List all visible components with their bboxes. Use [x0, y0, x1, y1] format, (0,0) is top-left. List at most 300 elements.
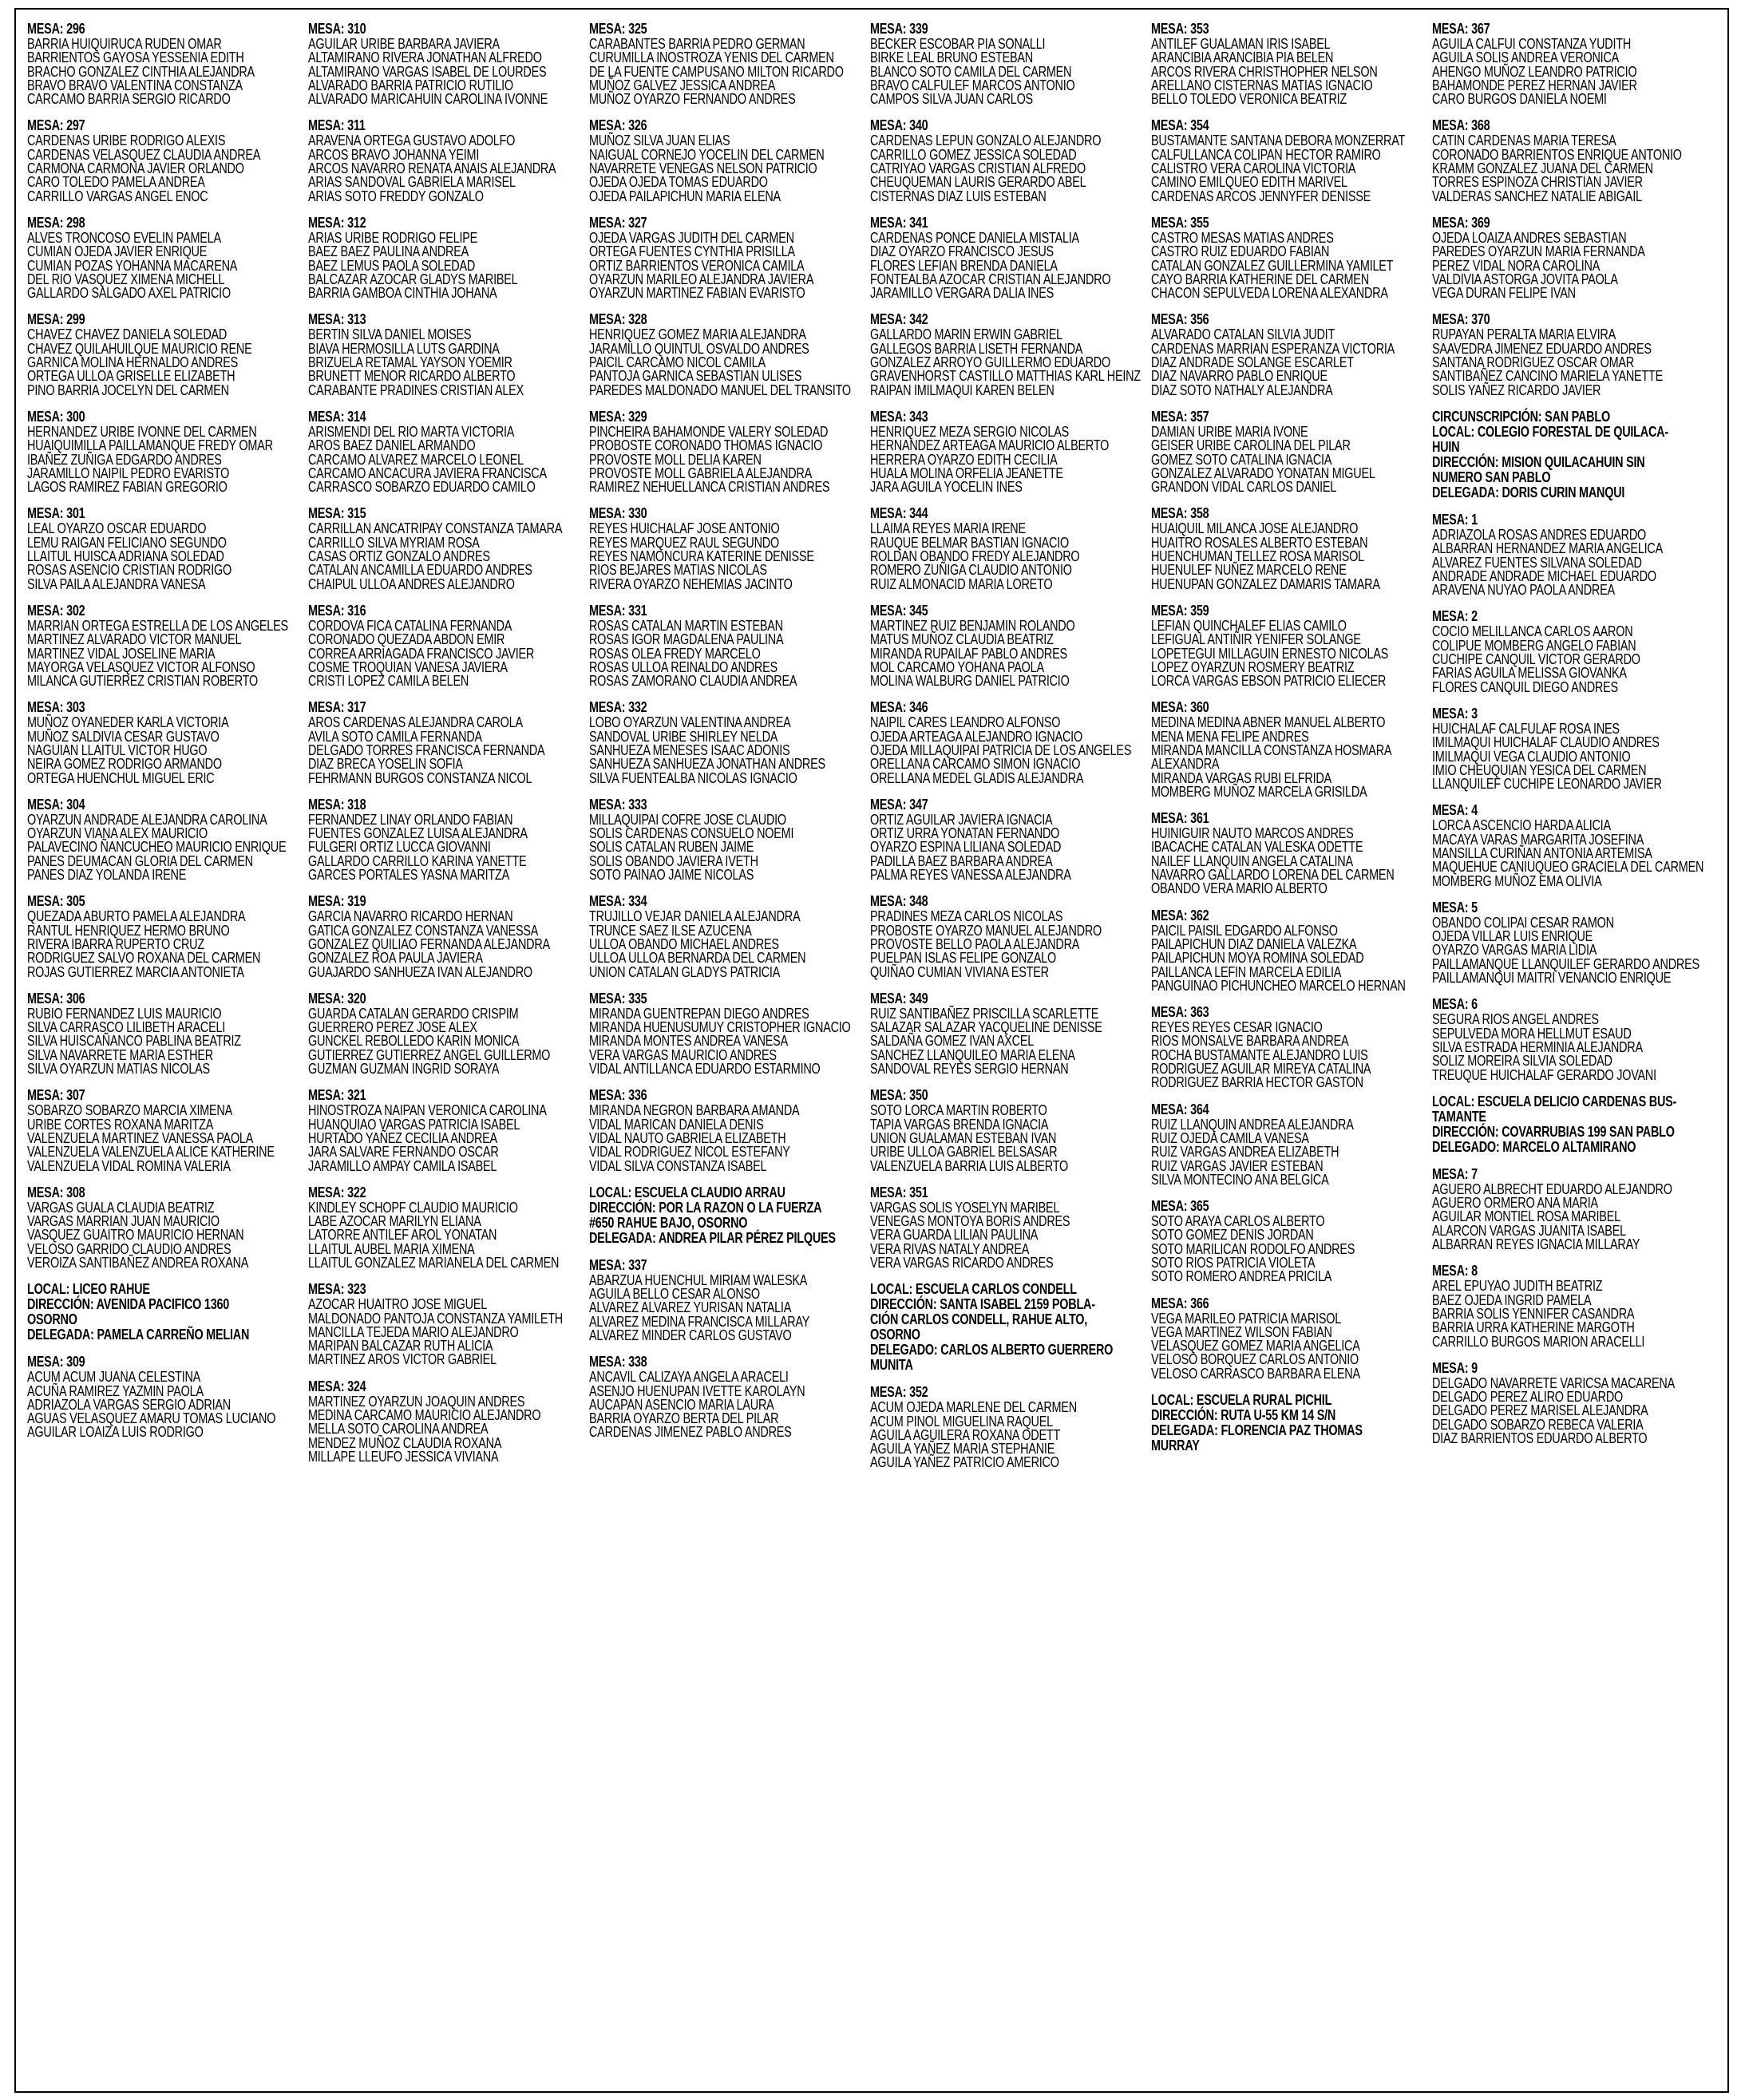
- member-name: MIRANDA NEGRON BARBARA AMANDA: [589, 1101, 800, 1119]
- mesa-title: MESA: 340: [870, 117, 928, 134]
- member-name: AGUERO ORMERO ANA MARIA: [1432, 1194, 1598, 1212]
- member-name: RUBIO FERNANDEZ LUIS MAURICIO: [27, 1004, 222, 1022]
- member-name: SOTO ROMERO ANDREA PRICILA: [1151, 1268, 1332, 1285]
- mesa-title: MESA: 345: [870, 601, 928, 619]
- member-name: SALAZAR SALAZAR YACQUELINE DENISSE: [870, 1018, 1102, 1036]
- member-name: SILVA NAVARRETE MARIA ESTHER: [27, 1046, 213, 1063]
- member-name: ROCHA BUSTAMANTE ALEJANDRO LUIS: [1151, 1046, 1368, 1063]
- member-name: PROBOSTE CORONADO THOMAS IGNACIO: [589, 437, 823, 454]
- mesa-block: [589, 117, 867, 202]
- member-name: BAEZ BAEZ PAULINA ANDREA: [308, 243, 469, 260]
- polling-place-line: HUIN: [1432, 437, 1460, 455]
- member-name: IBAÑEZ ZUÑIGA EDGARDO ANDRES: [27, 450, 222, 468]
- member-name: LATORRE ANTILEF AROL YONATAN: [308, 1226, 497, 1244]
- member-name: VERA VARGAS MAURICIO ANDRES: [589, 1046, 777, 1063]
- member-name: RODRIGUEZ BARRIA HECTOR GASTON: [1151, 1074, 1363, 1091]
- member-name: MUÑOZ GALVEZ JESSICA ANDREA: [589, 76, 776, 93]
- mesa-block: [1151, 1198, 1429, 1283]
- polling-place-block: [1151, 1392, 1429, 1453]
- mesa-title: MESA: 4: [1432, 801, 1478, 819]
- mesa-block: [1432, 1360, 1710, 1445]
- member-name: CARDENAS PONCE DANIELA MISTALIA: [870, 228, 1079, 246]
- member-name: BAEZ LEMUS PAOLA SOLEDAD: [308, 256, 476, 274]
- member-name: NAILEF LLANQUIN ANGELA CATALINA: [1151, 852, 1353, 869]
- member-name: ROSAS ZAMORANO CLAUDIA ANDREA: [589, 672, 797, 690]
- member-name: ORTIZ BARRIENTOS VERONICA CAMILA: [589, 256, 805, 274]
- mesa-block: [27, 117, 305, 202]
- member-name: CARDENAS URIBE RODRIGO ALEXIS: [27, 132, 226, 149]
- member-name: TRUJILLO VEJAR DANIELA ALEJANDRA: [589, 908, 801, 925]
- mesa-title: MESA: 353: [1151, 20, 1209, 37]
- member-name: SANHUEZA MENESES ISAAC ADONIS: [589, 741, 790, 758]
- mesa-title: MESA: 367: [1432, 20, 1490, 37]
- member-name: BELLO TOLEDO VERONICA BEATRIZ: [1151, 90, 1347, 108]
- member-name: ORTEGA FUENTES CYNTHIA PRISILLA: [589, 243, 795, 260]
- member-name: PAREDES MALDONADO MANUEL DEL TRANSITO: [589, 381, 851, 398]
- polling-place-line: TAMANTE: [1432, 1107, 1486, 1125]
- mesa-block: [27, 1353, 305, 1441]
- mesa-title: MESA: 357: [1151, 407, 1209, 425]
- member-name: ARCOS BRAVO JOHANNA YEIMI: [308, 145, 480, 163]
- polling-place-line: LOCAL: COLEGIO FORESTAL DE QUILACA-: [1432, 422, 1668, 440]
- member-name: HENRIQUEZ MEZA SERGIO NICOLAS: [870, 422, 1069, 440]
- member-name: QUIÑAO CUMIAN VIVIANA ESTER: [870, 963, 1049, 980]
- member-name: DAMIAN URIBE MARIA IVONE: [1151, 422, 1308, 440]
- member-name: LLAITUL GONZALEZ MARIANELA DEL CARMEN: [308, 1254, 560, 1271]
- member-name: COLIPUE MOMBERG ANGELO FABIAN: [1432, 636, 1636, 654]
- polling-place-line: DIRECCIÓN: RUTA U-55 KM 14 S/N: [1151, 1406, 1336, 1424]
- member-name: OYARZO VARGAS MARIA LIDIA: [1432, 941, 1597, 959]
- member-name: TRUNCE SAEZ ILSE AZUCENA: [589, 921, 752, 939]
- mesa-title: MESA: 335: [589, 989, 647, 1006]
- mesa-title: MESA: 333: [589, 795, 647, 813]
- member-name: ASENJO HUENUPAN IVETTE KAROLAYN: [589, 1382, 805, 1399]
- member-name: ARAVENA NUYAO PAOLA ANDREA: [1432, 581, 1615, 599]
- member-name: AROS BAEZ DANIEL ARMANDO: [308, 437, 476, 454]
- member-name: ORTEGA HUENCHUL MIGUEL ERIC: [27, 769, 215, 786]
- mesa-title: MESA: 331: [589, 601, 647, 619]
- member-name: LLAITUL HUISCA ADRIANA SOLEDAD: [27, 548, 224, 565]
- member-name: MELLA SOTO CAROLINA ANDREA: [308, 1420, 489, 1438]
- mesa-block: [589, 1353, 867, 1441]
- polling-place-line: DELEGADO: CARLOS ALBERTO GUERRERO: [870, 1341, 1114, 1358]
- member-name: GALLARDO SALGADO AXEL PATRICIO: [27, 284, 231, 302]
- member-name: GARNICA MOLINA HERNALDO ANDRES: [27, 354, 239, 371]
- member-name: NAIPIL CARES LEANDRO ALFONSO: [870, 714, 1061, 731]
- mesa-block: [870, 505, 1148, 590]
- mesa-title: MESA: 302: [27, 601, 85, 619]
- mesa-block: [870, 699, 1148, 784]
- member-name: PROBOSTE OYARZO MANUEL ALEJANDRO: [870, 921, 1102, 939]
- member-name: MILLAPE LLEUFO JESSICA VIVIANA: [308, 1447, 499, 1465]
- member-name: MACAYA VARAS MARGARITA JOSEFINA: [1432, 830, 1644, 848]
- member-name: SOTO PAINAO JAIME NICOLAS: [589, 866, 754, 884]
- member-name: CARO BURGOS DANIELA NOEMI: [1432, 90, 1607, 108]
- member-name: BERTIN SILVA DANIEL MOISES: [308, 326, 472, 343]
- mesa-block: [27, 213, 305, 302]
- member-name: NAGUIAN LLAITUL VICTOR HUGO: [27, 741, 208, 758]
- mesa-block: [308, 117, 586, 202]
- member-name: CARABANTE PRADINES CRISTIAN ALEX: [308, 381, 524, 398]
- mesa-title: MESA: 339: [870, 20, 928, 37]
- member-name: DE LA FUENTE CAMPUSANO MILTON RICARDO: [589, 62, 844, 80]
- mesa-block: [870, 1384, 1148, 1469]
- mesa-block: [589, 20, 867, 108]
- member-name: CURUMILLA INOSTROZA YENIS DEL CARMEN: [589, 49, 834, 66]
- member-name: SILVA OYARZUN MATIAS NICOLAS: [27, 1060, 210, 1078]
- mesa-block: [870, 893, 1148, 978]
- mesa-block: [870, 20, 1148, 108]
- mesa-block: [308, 505, 586, 590]
- member-name: BIAVA HERMOSILLA LUTS GARDINA: [308, 339, 500, 357]
- member-name: ACUÑA RAMIREZ YAZMIN PAOLA: [27, 1382, 204, 1399]
- mesa-title: MESA: 362: [1151, 906, 1209, 923]
- member-name: HUAITRO ROSALES ALBERTO ESTEBAN: [1151, 533, 1368, 551]
- member-name: BARRIENTOS GAYOSA YESSENIA EDITH: [27, 49, 244, 66]
- polling-place-line: LOCAL: ESCUELA CARLOS CONDELL: [870, 1280, 1077, 1298]
- mesa-block: [308, 1281, 586, 1366]
- member-name: VALENZUELA BARRIA LUIS ALBERTO: [870, 1157, 1069, 1174]
- member-name: ANTILEF GUALAMAN IRIS ISABEL: [1151, 35, 1331, 52]
- mesa-title: MESA: 330: [589, 504, 647, 522]
- member-name: IMILMAQUI HUICHALAF CLAUDIO ANDRES: [1432, 734, 1660, 751]
- mesa-block: [1432, 311, 1710, 396]
- member-name: LOPEZ OYARZUN ROSMERY BEATRIZ: [1151, 658, 1355, 675]
- mesa-title: MESA: 352: [870, 1383, 928, 1401]
- member-name: ACUM PINOL MIGUELINA RAQUEL: [870, 1412, 1053, 1430]
- member-name: BARRIA URRA KATHERINE MARGOTH: [1432, 1319, 1635, 1336]
- mesa-block: [1432, 996, 1710, 1081]
- member-name: GEISER URIBE CAROLINA DEL PILAR: [1151, 437, 1351, 454]
- member-name: PANES DEUMACAN GLORIA DEL CARMEN: [27, 852, 253, 869]
- mesa-title: MESA: 309: [27, 1353, 85, 1370]
- column-3: [589, 21, 870, 2091]
- member-name: GONZALEZ QUILIAO FERNANDA ALEJANDRA: [308, 935, 550, 952]
- member-name: ALVARADO MARICAHUIN CAROLINA IVONNE: [308, 90, 548, 108]
- member-name: RUIZ SANTIBAÑEZ PRISCILLA SCARLETTE: [870, 1004, 1099, 1022]
- mesa-title: MESA: 361: [1151, 809, 1209, 827]
- member-name: AGUILA YAÑEZ PATRICIO AMERICO: [870, 1453, 1059, 1471]
- member-name: CARDENAS MARRIAN ESPERANZA VICTORIA: [1151, 339, 1395, 357]
- mesa-title: MESA: 336: [589, 1086, 647, 1104]
- polling-place-line: OSORNO: [27, 1311, 77, 1328]
- member-name: CUMIAN OJEDA JAVIER ENRIQUE: [27, 243, 208, 260]
- mesa-block: [1151, 505, 1429, 590]
- member-name: RAUQUE BELMAR BASTIAN IGNACIO: [870, 533, 1070, 551]
- mesa-block: [27, 601, 305, 690]
- member-name: VARGAS MARRIAN JUAN MAURICIO: [27, 1212, 220, 1230]
- member-name: VERA VARGAS RICARDO ANDRES: [870, 1254, 1054, 1271]
- mesa-title: MESA: 355: [1151, 213, 1209, 231]
- mesa-block: [870, 311, 1148, 396]
- polling-place-line: LOCAL: ESCUELA CLAUDIO ARRAU: [589, 1183, 785, 1200]
- mesa-title: MESA: 320: [308, 989, 366, 1006]
- member-name: GOMEZ SOTO CATALINA IGNACIA: [1151, 450, 1332, 468]
- member-name: ULLOA OBANDO MICHAEL ANDRES: [589, 935, 779, 952]
- member-name: GRANDON VIDAL CARLOS DANIEL: [1151, 478, 1337, 496]
- member-name: JARAMILLO AMPAY CAMILA ISABEL: [308, 1157, 497, 1174]
- member-name: BRACHO GONZALEZ CINTHIA ALEJANDRA: [27, 62, 255, 80]
- member-name: ARIAS URIBE RODRIGO FELIPE: [308, 228, 478, 246]
- member-name: OJEDA PAILAPICHUN MARIA ELENA: [589, 187, 781, 204]
- member-name: LEMU RAIGAN FELICIANO SEGUNDO: [27, 533, 227, 551]
- member-name: GALLARDO CARRILLO KARINA YANETTE: [308, 852, 527, 869]
- mesa-block: [1432, 608, 1710, 693]
- mesa-title: MESA: 303: [27, 698, 85, 716]
- member-name: CATALAN GONZALEZ GUILLERMINA YAMILET: [1151, 256, 1394, 274]
- member-name: JARAMILLO QUINTUL OSVALDO ANDRES: [589, 339, 809, 357]
- member-name: COCIO MELILLANCA CARLOS AARON: [1432, 623, 1633, 640]
- mesa-title: MESA: 8: [1432, 1262, 1478, 1279]
- polling-place-line: LOCAL: LICEO RAHUE: [27, 1280, 150, 1298]
- polling-place-line: DIRECCIÓN: POR LA RAZON O LA FUERZA: [589, 1198, 822, 1216]
- mesa-block: [1432, 213, 1710, 302]
- member-name: SANDOVAL REYES SERGIO HERNAN: [870, 1060, 1069, 1078]
- member-name: OYARZUN MARTINEZ FABIAN EVARISTO: [589, 284, 805, 302]
- member-name: VIDAL NAUTO GABRIELA ELIZABETH: [589, 1129, 786, 1146]
- mesa-title: MESA: 337: [589, 1256, 647, 1273]
- member-name: MUÑOZ OYANEDER KARLA VICTORIA: [27, 714, 229, 731]
- mesa-block: [308, 1087, 586, 1172]
- member-name: BARRIA SOLIS YENNIFER CASANDRA: [1432, 1304, 1635, 1322]
- member-name: FUENTES GONZALEZ LUISA ALEJANDRA: [308, 825, 528, 842]
- mesa-block: [308, 407, 586, 496]
- member-name: PALMA REYES VANESSA ALEJANDRA: [870, 866, 1071, 884]
- member-name: DELGADO PEREZ MARISEL ALEJANDRA: [1432, 1402, 1648, 1419]
- member-name: CRISTI LOPEZ CAMILA BELEN: [308, 672, 469, 690]
- member-name: ROSAS ULLOA REINALDO ANDRES: [589, 658, 778, 675]
- mesa-title: MESA: 2: [1432, 607, 1478, 625]
- member-name: PAREDES OYARZUN MARIA FERNANDA: [1432, 243, 1645, 260]
- mesa-title: MESA: 9: [1432, 1358, 1478, 1376]
- member-name: ARCOS RIVERA CHRISTHOPHER NELSON: [1151, 62, 1378, 80]
- member-name: LEFIAN QUINCHALEF ELIAS CAMILO: [1151, 616, 1347, 634]
- mesa-block: [1151, 407, 1429, 496]
- member-name: RUIZ VARGAS ANDREA ELIZABETH: [1151, 1143, 1339, 1161]
- member-name: BAEZ OJEDA INGRID PAMELA: [1432, 1291, 1592, 1308]
- column-6: [1432, 21, 1713, 2091]
- member-name: OJEDA VILLAR LUIS ENRIQUE: [1432, 927, 1593, 945]
- polling-place-block: [1432, 409, 1710, 500]
- member-name: CHAVEZ QUILAHUILQUE MAURICIO RENE: [27, 339, 252, 357]
- member-name: ALBARRAN REYES IGNACIA MILLARAY: [1432, 1236, 1640, 1253]
- member-name: VALENZUELA VALENZUELA ALICE KATHERINE: [27, 1143, 275, 1161]
- member-name: CARRASCO SOBARZO EDUARDO CAMILO: [308, 478, 536, 496]
- mesa-title: MESA: 363: [1151, 1003, 1209, 1021]
- member-name: ADRIAZOLA ROSAS ANDRES EDUARDO: [1432, 525, 1647, 543]
- member-name: MIRANDA MONTES ANDREA VANESA: [589, 1032, 788, 1050]
- member-name: TREUQUE HUICHALAF GERARDO JOVANI: [1432, 1066, 1656, 1083]
- mesa-title: MESA: 354: [1151, 117, 1209, 134]
- member-name: ALTAMIRANO RIVERA JONATHAN ALFREDO: [308, 49, 542, 66]
- mesa-title: MESA: 346: [870, 698, 928, 716]
- mesa-title: MESA: 3: [1432, 704, 1478, 722]
- mesa-title: MESA: 369: [1432, 213, 1490, 231]
- member-name: MARTINEZ VIDAL JOSELINE MARIA: [27, 644, 216, 662]
- member-name: SOTO GOMEZ DENIS JORDAN: [1151, 1226, 1314, 1244]
- member-name: LORCA VARGAS EBSON PATRICIO ELIECER: [1151, 672, 1387, 690]
- member-name: GUERRERO PEREZ JOSE ALEX: [308, 1018, 477, 1036]
- member-name: GALLEGOS BARRIA LISETH FERNANDA: [870, 339, 1083, 357]
- mesa-title: MESA: 307: [27, 1086, 85, 1104]
- member-name: RAMIREZ NEHUELLANCA CRISTIAN ANDRES: [589, 478, 830, 496]
- polling-place-line: #650 RAHUE BAJO, OSORNO: [589, 1213, 748, 1231]
- mesa-block: [308, 989, 586, 1078]
- member-name: RUPAYAN PERALTA MARIA ELVIRA: [1432, 326, 1616, 343]
- member-name: MANCILLA TEJEDA MARIO ALEJANDRO: [308, 1323, 519, 1340]
- member-name: CARCAMO ALVAREZ MARCELO LEONEL: [308, 450, 524, 468]
- mesa-title: MESA: 316: [308, 601, 366, 619]
- member-name: ROMERO ZUÑIGA CLAUDIO ANTONIO: [870, 561, 1072, 579]
- member-name: SOLIS CATALAN RUBEN JAIME: [589, 838, 754, 856]
- member-name: VEROIZA SANTIBAÑEZ ANDREA ROXANA: [27, 1254, 249, 1271]
- polling-place-line: DELEGADO: MARCELO ALTAMIRANO: [1432, 1137, 1636, 1155]
- member-name: SOLIZ MOREIRA SILVIA SOLEDAD: [1432, 1052, 1612, 1070]
- member-name: AUCAPAN ASENCIO MARIA LAURA: [589, 1395, 774, 1413]
- mesa-title: MESA: 370: [1432, 310, 1490, 328]
- member-name: PINCHEIRA BAHAMONDE VALERY SOLEDAD: [589, 422, 829, 440]
- polling-place-line: MURRAY: [1151, 1437, 1200, 1454]
- member-name: FONTEALBA AZOCAR CRISTIAN ALEJANDRO: [870, 270, 1111, 287]
- member-name: VELOSO CARRASCO BARBARA ELENA: [1151, 1364, 1360, 1382]
- member-name: MARTINEZ ALVARADO VICTOR MANUEL: [27, 631, 242, 648]
- member-name: ROJAS GUTIERREZ MARCIA ANTONIETA: [27, 963, 244, 980]
- member-name: AGUILA YAÑEZ MARIA STEPHANIE: [870, 1440, 1055, 1457]
- mesa-title: MESA: 314: [308, 407, 366, 425]
- mesa-title: MESA: 359: [1151, 601, 1209, 619]
- member-name: PAILLANCA LEFIN MARCELA EDILIA: [1151, 963, 1342, 980]
- mesa-block: [1151, 1295, 1429, 1380]
- member-name: PANES DIAZ YOLANDA IRENE: [27, 866, 187, 884]
- polling-place-line: CIÓN CARLOS CONDELL, RAHUE ALTO,: [870, 1311, 1088, 1328]
- member-name: CORREA ARRIAGADA FRANCISCO JAVIER: [308, 644, 535, 662]
- member-name: MIRANDA RUPAILAF PABLO ANDRES: [870, 644, 1067, 662]
- mesa-title: MESA: 304: [27, 795, 85, 813]
- member-name: SOTO ARAYA CARLOS ALBERTO: [1151, 1212, 1325, 1230]
- member-name: ANCAVIL CALIZAYA ANGELA ARACELI: [589, 1368, 789, 1386]
- mesa-block: [589, 601, 867, 690]
- member-name: GRAVENHORST CASTILLO MATTHIAS KARL HEINZ: [870, 367, 1141, 385]
- polling-place-line: CIRCUNSCRIPCIÓN: SAN PABLO: [1432, 407, 1610, 425]
- member-name: KRAMM GONZALEZ JUANA DEL CARMEN: [1432, 160, 1653, 177]
- member-name: CAMINO EMILQUEO EDITH MARIVEL: [1151, 173, 1347, 191]
- member-name: REYES MARQUEZ RAUL SEGUNDO: [589, 533, 779, 551]
- member-name: IBACACHE CATALAN VALESKA ODETTE: [1151, 838, 1363, 856]
- member-name: PINO BARRIA JOCELYN DEL CARMEN: [27, 381, 229, 398]
- member-name: GALLARDO MARIN ERWIN GABRIEL: [870, 326, 1062, 343]
- member-name: LEFIGUAL ANTIÑIR YENIFER SOLANGE: [1151, 631, 1361, 648]
- mesa-title: MESA: 322: [308, 1183, 366, 1200]
- member-name: LEAL OYARZO OSCAR EDUARDO: [27, 520, 207, 537]
- member-name: MUÑOZ SALDIVIA CESAR GUSTAVO: [27, 727, 220, 745]
- member-name: CORDOVA FICA CATALINA FERNANDA: [308, 616, 512, 634]
- member-name: CARCAMO ANCACURA JAVIERA FRANCISCA: [308, 464, 547, 481]
- mesa-block: [27, 699, 305, 784]
- member-name: SOTO LORCA MARTIN ROBERTO: [870, 1101, 1047, 1119]
- member-name: NAIGUAL CORNEJO YOCELIN DEL CARMEN: [589, 145, 825, 163]
- member-name: KINDLEY SCHOPF CLAUDIO MAURICIO: [308, 1198, 518, 1216]
- member-name: AREL EPUYAO JUDITH BEATRIZ: [1432, 1277, 1603, 1295]
- member-name: CARMONA CARMONA JAVIER ORLANDO: [27, 160, 244, 177]
- member-name: SEGURA RIOS ANGEL ANDRES: [1432, 1010, 1599, 1028]
- member-name: SANTANA RODRIGUEZ OSCAR OMAR: [1432, 354, 1634, 371]
- member-name: NEIRA GOMEZ RODRIGO ARMANDO: [27, 755, 222, 773]
- member-name: FEHRMANN BURGOS CONSTANZA NICOL: [308, 769, 532, 786]
- member-name: GARCES PORTALES YASNA MARITZA: [308, 866, 509, 884]
- member-name: SILVA HUISCAÑANCO PABLINA BEATRIZ: [27, 1032, 241, 1050]
- member-name: ALARCON VARGAS JUANITA ISABEL: [1432, 1221, 1626, 1239]
- mesa-title: MESA: 323: [308, 1280, 366, 1298]
- mesa-title: MESA: 297: [27, 117, 85, 134]
- mesa-title: MESA: 310: [308, 20, 366, 37]
- mesa-block: [27, 311, 305, 396]
- mesa-block: [1151, 1101, 1429, 1186]
- member-name: VEGA MARILEO PATRICIA MARISOL: [1151, 1309, 1342, 1327]
- mesa-title: MESA: 312: [308, 213, 366, 231]
- member-name: LORCA ASCENCIO HARDA ALICIA: [1432, 817, 1611, 834]
- member-name: RAIPAN IMILMAQUI KAREN BELEN: [870, 381, 1054, 398]
- member-name: CUCHIPE CANQUIL VICTOR GERARDO: [1432, 651, 1640, 668]
- mesa-title: MESA: 356: [1151, 310, 1209, 328]
- polling-place-block: [870, 1281, 1148, 1372]
- member-name: MENDEZ MUÑOZ CLAUDIA ROXANA: [308, 1434, 502, 1451]
- mesa-title: MESA: 321: [308, 1086, 366, 1104]
- polling-place-line: MUNITA: [870, 1356, 913, 1374]
- mesa-title: MESA: 341: [870, 213, 928, 231]
- mesa-block: [27, 1087, 305, 1172]
- member-name: PAICIL CARCAMO NICOL CAMILA: [589, 354, 766, 371]
- member-name: LOBO OYARZUN VALENTINA ANDREA: [589, 714, 791, 731]
- member-name: GARCIA NAVARRO RICARDO HERNAN: [308, 908, 513, 925]
- mesa-title: MESA: 327: [589, 213, 647, 231]
- member-name: CARRILLO GOMEZ JESSICA SOLEDAD: [870, 145, 1077, 163]
- mesa-title: MESA: 319: [308, 892, 366, 910]
- mesa-title: MESA: 296: [27, 20, 85, 37]
- member-name: ARISMENDI DEL RIO MARTA VICTORIA: [308, 422, 515, 440]
- member-name: LLAITUL AUBEL MARIA XIMENA: [308, 1240, 475, 1257]
- mesa-block: [589, 213, 867, 302]
- member-name: RANTUL HENRIQUEZ HERMO BRUNO: [27, 921, 230, 939]
- member-name: SOLIS CARDENAS CONSUELO NOEMI: [589, 825, 794, 842]
- member-name: URIBE CORTES ROXANA MARITZA: [27, 1115, 214, 1133]
- member-name: SANHUEZA SANHUEZA JONATHAN ANDRES: [589, 755, 825, 773]
- member-name: BIRKE LEAL BRUNO ESTEBAN: [870, 49, 1033, 66]
- member-name: RIOS MONSALVE BARBARA ANDREA: [1151, 1032, 1349, 1050]
- mesa-title: MESA: 358: [1151, 504, 1209, 522]
- mesa-block: [1432, 898, 1710, 987]
- member-name: CATRIYAO VARGAS CRISTIAN ALFREDO: [870, 160, 1086, 177]
- mesa-title: MESA: 6: [1432, 995, 1478, 1013]
- member-name: PAILLAMANQUE LLANQUILEF GERARDO ANDRES: [1432, 955, 1699, 972]
- member-name: CARDENAS JIMENEZ PABLO ANDRES: [589, 1423, 792, 1441]
- polling-place-line: DIRECCIÓN: COVARRUBIAS 199 SAN PABLO: [1432, 1122, 1675, 1140]
- member-name: PAICIL PAISIL EDGARDO ALFONSO: [1151, 921, 1338, 939]
- column-2: [308, 21, 589, 2091]
- member-name: DIAZ OYARZO FRANCISCO JESUS: [870, 243, 1054, 260]
- member-name: CAMPOS SILVA JUAN CARLOS: [870, 90, 1033, 108]
- member-name: RUIZ ALMONACID MARIA LORETO: [870, 575, 1053, 592]
- member-name: PROVOSTE MOLL GABRIELA ALEJANDRA: [589, 464, 813, 481]
- member-name: HUENUPAN GONZALEZ DAMARIS TAMARA: [1151, 575, 1380, 592]
- member-name: AGUILAR MONTIEL ROSA MARIBEL: [1432, 1208, 1620, 1225]
- mesa-title: MESA: 365: [1151, 1197, 1209, 1215]
- mesa-block: [870, 117, 1148, 202]
- member-name: MIRANDA HUENUSUMUY CRISTOPHER IGNACIO: [589, 1018, 851, 1036]
- polling-place-block: [589, 1184, 867, 1245]
- member-name: JARA AGUILA YOCELIN INES: [870, 478, 1023, 496]
- member-name: MOL CARCAMO YOHANA PAOLA: [870, 658, 1044, 675]
- member-name: AGUILAR URIBE BARBARA JAVIERA: [308, 35, 500, 52]
